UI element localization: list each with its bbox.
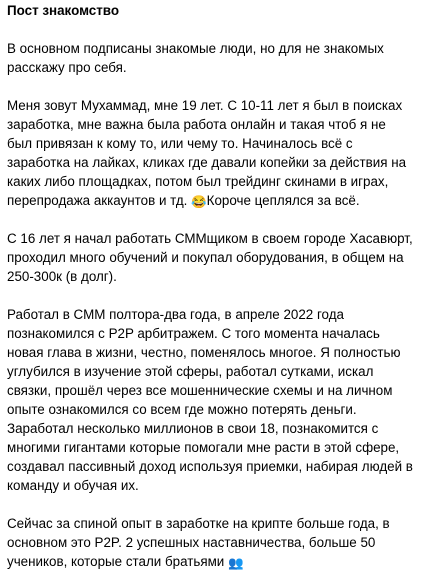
paragraph-p2p: Работал в СММ полтора-два года, в апреле 2022 года познакомился с P2P арбитражем. С того момента началась новая глава в жизни, честно, поменялось многое. Я полностью углубился в изучение этой сферы, работал сутками, искал связки, прошёл через все мошеннические схемы и на личном опыте ознакомился со всем где можно потерять деньги. Заработал несколько миллионов в свои 18, познакомится с многими гигантами которые помогали мне расти в этой сфере, создавал пассивный доход используя приемки, набирая людей в команду и обучая их. xyxy=(7,307,413,493)
paragraph-smm: С 16 лет я начал работать СММщиком в своем городе Хасавюрт, проходил много обучений и покупал оборудования, в общем на 250-300к (в долг). xyxy=(7,231,413,284)
paragraph-now-text: Сейчас за спиной опыт в заработке на крипте больше года, в основном это P2P. 2 успешных наставничества, больше 50 учеников, которые стали братьями xyxy=(7,516,390,569)
paragraph-about-text: Меня зовут Мухаммад, мне 19 лет. С 10-11 лет я был в поисках заработка, мне важна была работа онлайн и такая чтоб я не был привязан к кому то, или чему то. Начиналось всё с заработка на лайках, кликах где давали копейки за действия на каких либо площадках, потом был трейдинг скинами в играх, перепродажа аккаунтов и тд. xyxy=(7,98,407,208)
paragraph-about-ending: Короче цеплялся за всё. xyxy=(206,193,360,208)
people-emoji-icon: 👥 xyxy=(228,556,244,570)
laughing-emoji-icon: 😂 xyxy=(191,195,207,209)
paragraph-about xyxy=(7,96,414,210)
paragraph-now xyxy=(7,514,414,571)
post-title: Пост знакомство xyxy=(7,3,120,18)
paragraph-intro: В основном подписаны знакомые люди, но для не знакомых расскажу про себя. xyxy=(7,41,384,75)
